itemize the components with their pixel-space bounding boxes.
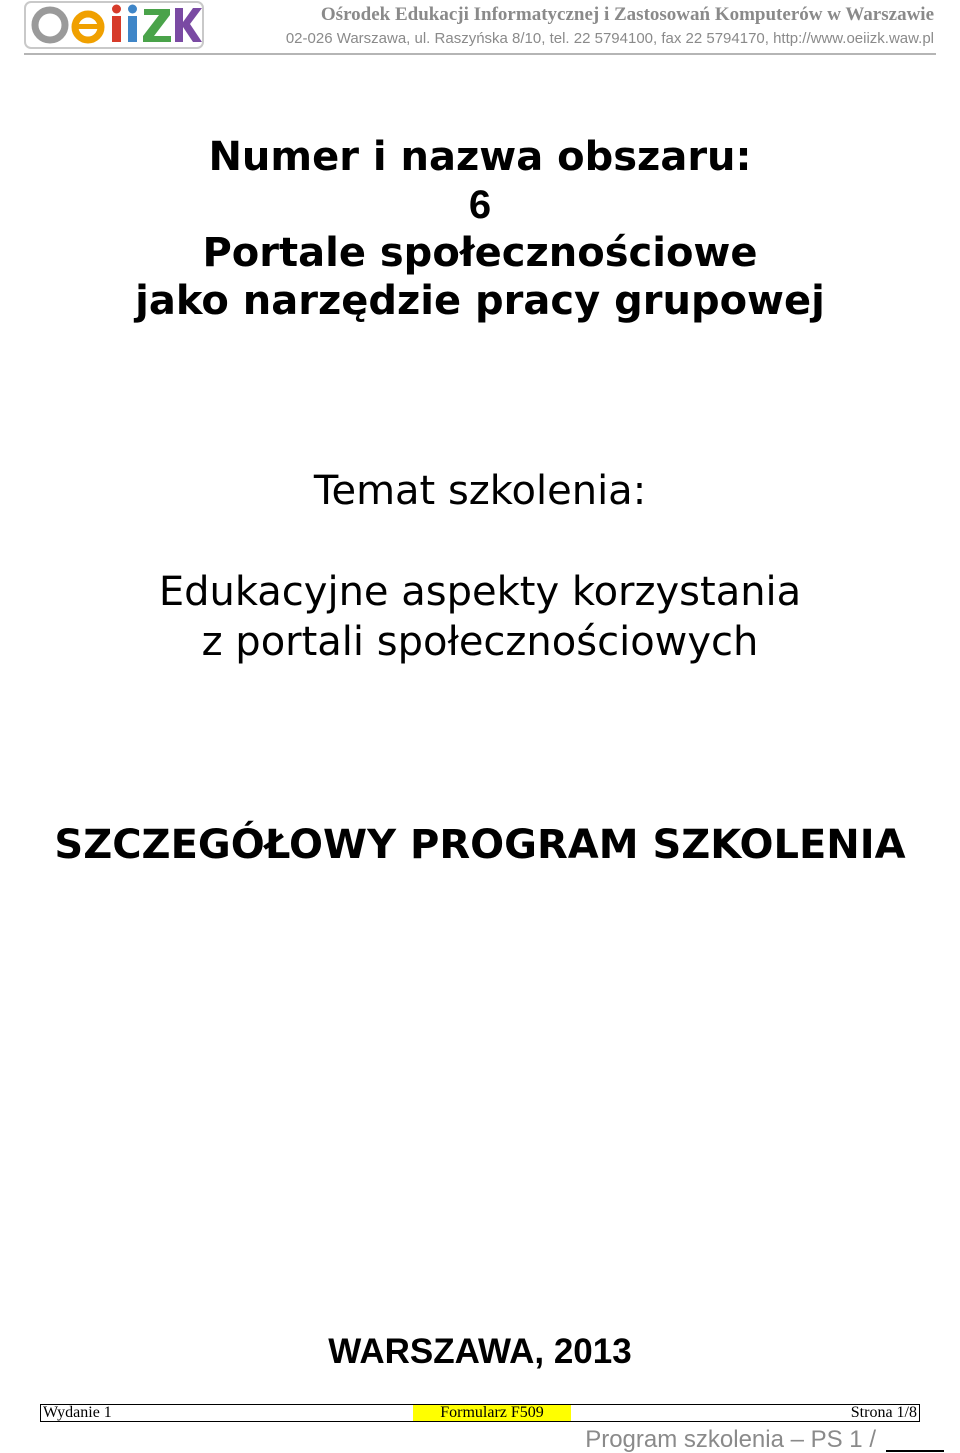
topic-name-line2: z portali społecznościowych: [201, 619, 759, 665]
place-and-year: WARSZAWA, 2013: [328, 1332, 632, 1371]
document-type-title: SZCZEGÓŁOWY PROGRAM SZKOLENIA: [54, 822, 906, 868]
form-number: Formularz F509: [413, 1405, 571, 1421]
edition-label: Wydanie 1: [43, 1404, 112, 1421]
topic-name-line1: Edukacyjne aspekty korzystania: [158, 569, 802, 615]
area-number: 6: [468, 183, 492, 227]
institution-name: Ośrodek Edukacji Informatycznej i Zastosowań Komputerów w Warszawie: [320, 4, 934, 25]
area-name-line1: Portale społecznościowe: [202, 230, 758, 276]
page-number: Strona 1/8: [850, 1404, 917, 1421]
area-label: Numer i nazwa obszaru:: [208, 134, 752, 180]
footer-info-table: [40, 1404, 920, 1422]
program-code-underline: [886, 1450, 944, 1452]
oeiizk-logo: [24, 0, 204, 50]
institution-address: 02-026 Warszawa, ul. Raszyńska 8/10, tel. 22 5794100, fax 22 5794170, http://www.oeiizk.waw.pl: [285, 30, 934, 47]
page-header: [0, 0, 960, 56]
program-code: Program szkolenia – PS 1 /: [585, 1426, 876, 1453]
area-name-line2: jako narzędzie pracy grupowej: [135, 278, 825, 324]
topic-label: Temat szkolenia:: [313, 468, 647, 514]
header-divider: [24, 53, 936, 55]
